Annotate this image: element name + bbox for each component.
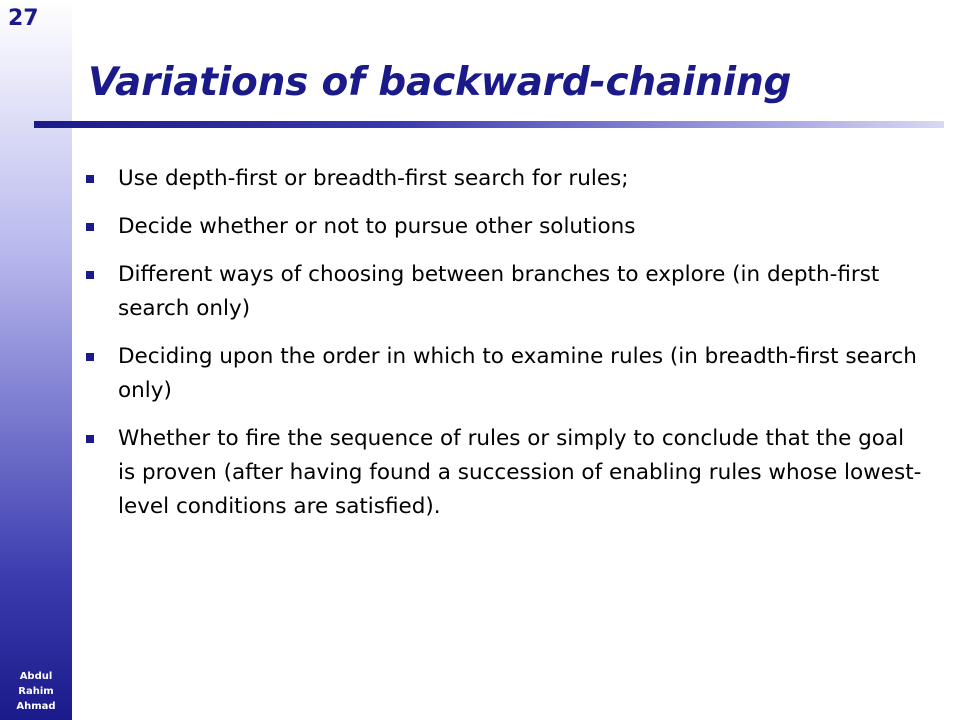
bullet-item [84,162,924,196]
bullet-list [84,162,924,538]
bullet-item [84,258,924,326]
square-bullet-icon [86,435,94,443]
bullet-text: Whether to fire the sequence of rules or simply to conclude that the goal is proven (after having found a succession of enabling rules whose lowest-level conditions are satisfied). [118,426,922,519]
bullet-text: Use depth-first or breadth-first search for rules; [118,166,629,191]
author-middle-name: Rahim [18,686,54,697]
slide-title: Variations of backward-chaining [88,60,792,105]
square-bullet-icon [86,271,94,279]
bullet-item [84,210,924,244]
square-bullet-icon [86,175,94,183]
square-bullet-icon [86,223,94,231]
bullet-text: Different ways of choosing between branches to explore (in depth-first search only) [118,262,880,321]
author-last-name: Ahmad [16,701,56,712]
bullet-text: Decide whether or not to pursue other solutions [118,214,636,239]
sidebar-gradient-bar [0,0,72,720]
author-first-name: Abdul [19,671,53,682]
author-credit [0,669,72,714]
bullet-item [84,422,924,524]
square-bullet-icon [86,353,94,361]
title-underline-rule [34,121,944,128]
bullet-item [84,340,924,408]
bullet-text: Deciding upon the order in which to examine rules (in breadth-first search only) [118,344,917,403]
slide-number: 27 [8,6,39,31]
